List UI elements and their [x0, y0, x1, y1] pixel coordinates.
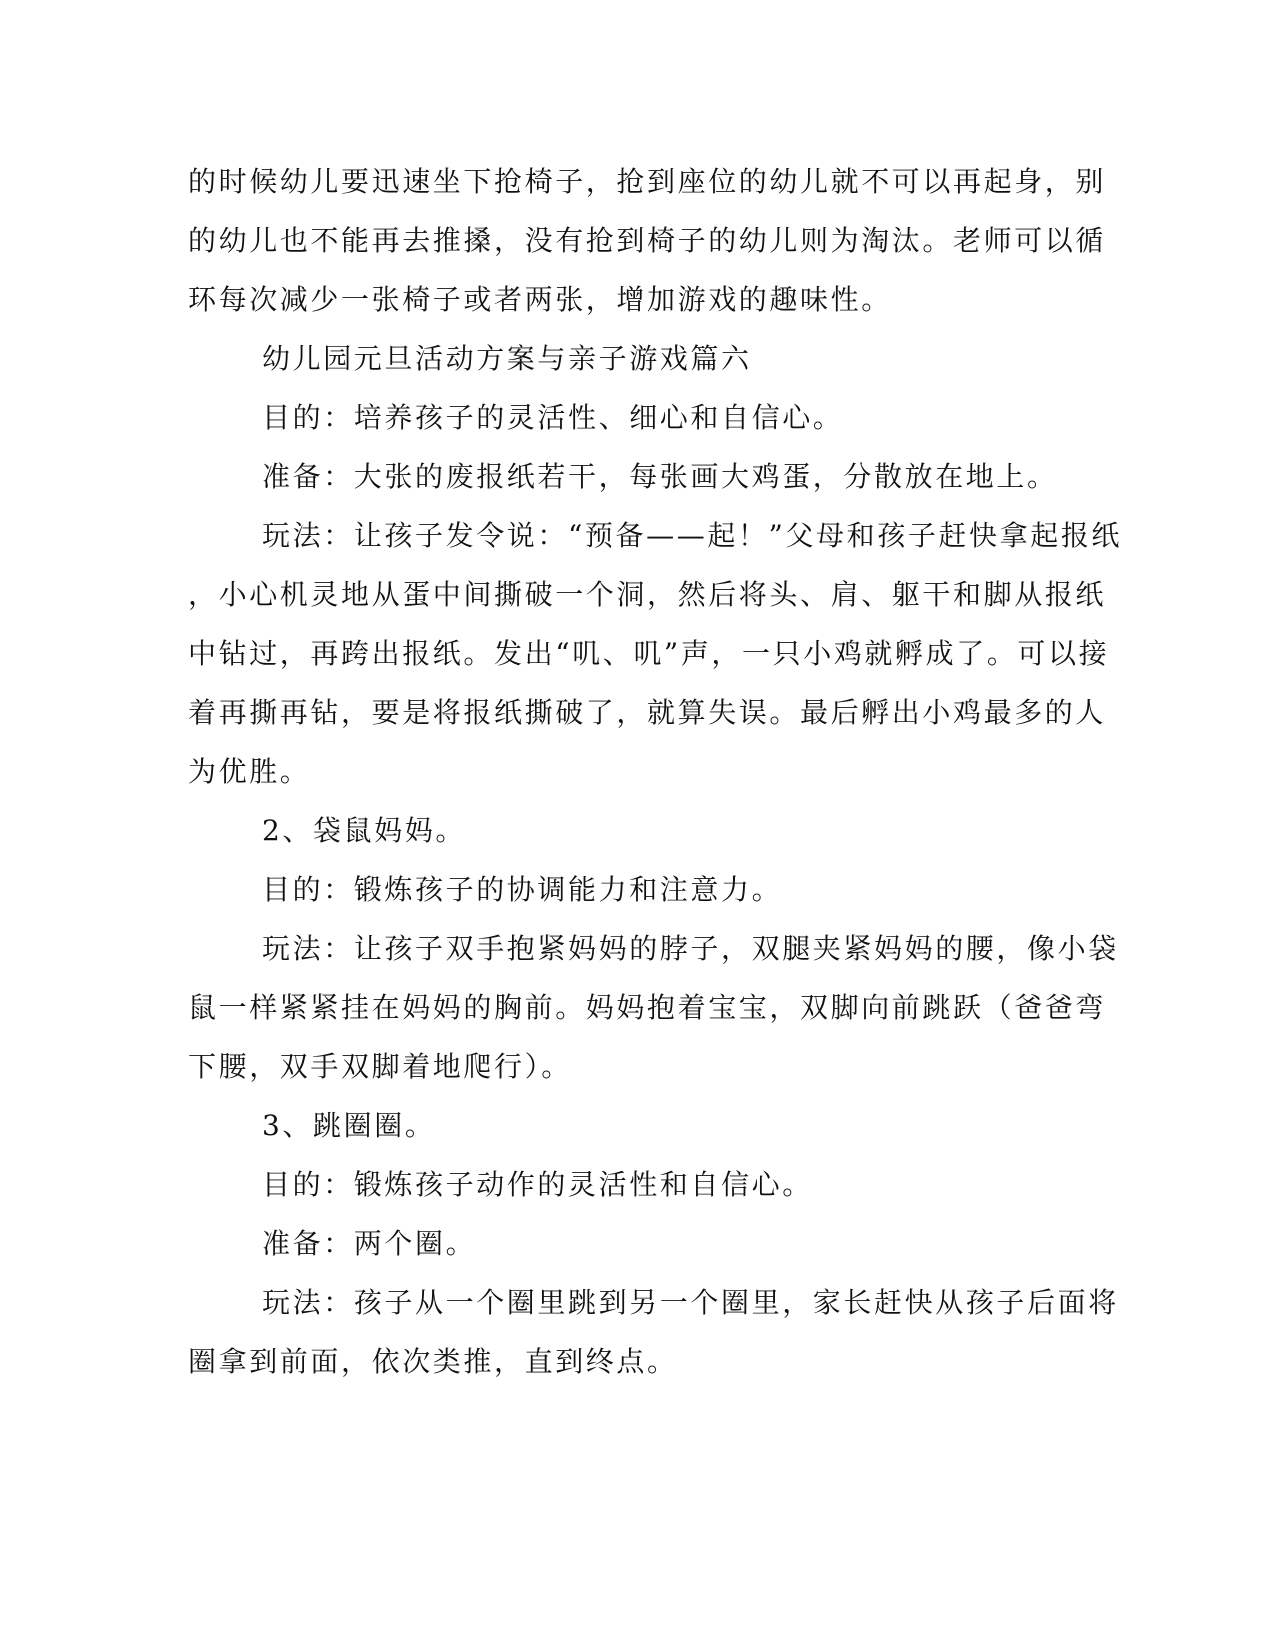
paragraph-line: 目的：锻炼孩子动作的灵活性和自信心。	[262, 1168, 813, 1201]
paragraph-line: 玩法：让孩子双手抱紧妈妈的脖子，双腿夹紧妈妈的腰，像小袋	[262, 932, 1119, 965]
paragraph-line: 的幼儿也不能再去推搡，没有抢到椅子的幼儿则为淘汰。老师可以循	[188, 224, 1107, 257]
paragraph-line: 中钻过，再跨出报纸。发出“叽、叽”声，一只小鸡就孵成了。可以接	[188, 637, 1110, 670]
paragraph-line: 目的：培养孩子的灵活性、细心和自信心。	[262, 401, 844, 434]
paragraph-line: 环每次减少一张椅子或者两张，增加游戏的趣味性。	[188, 283, 892, 316]
paragraph-line: 准备：大张的废报纸若干，每张画大鸡蛋，分散放在地上。	[262, 460, 1058, 493]
section-title: 幼儿园元旦活动方案与亲子游戏篇六	[262, 342, 752, 375]
paragraph-line: 的时候幼儿要迅速坐下抢椅子，抢到座位的幼儿就不可以再起身，别	[188, 165, 1107, 198]
paragraph-line: 玩法：让孩子发令说：“预备——起！”父母和孩子赶快拿起报纸	[262, 519, 1123, 552]
paragraph-line: 圈拿到前面，依次类推，直到终点。	[188, 1345, 678, 1378]
paragraph-line: 鼠一样紧紧挂在妈妈的胸前。妈妈抱着宝宝，双脚向前跳跃（爸爸弯	[188, 991, 1107, 1024]
item-heading: 2、袋鼠妈妈。	[262, 814, 467, 847]
item-heading: 3、跳圈圈。	[262, 1109, 436, 1142]
paragraph-line: 为优胜。	[188, 755, 311, 788]
paragraph-line: 目的：锻炼孩子的协调能力和注意力。	[262, 873, 783, 906]
paragraph-line: 下腰，双手双脚着地爬行）。	[188, 1050, 572, 1083]
paragraph-line: 着再撕再钻，要是将报纸撕破了，就算失误。最后孵出小鸡最多的人	[188, 696, 1107, 729]
paragraph-line: 准备：两个圈。	[262, 1227, 477, 1260]
paragraph-line: 玩法：孩子从一个圈里跳到另一个圈里，家长赶快从孩子后面将	[262, 1286, 1119, 1319]
paragraph-line: ，小心机灵地从蛋中间撕破一个洞，然后将头、肩、躯干和脚从报纸	[188, 578, 1107, 611]
